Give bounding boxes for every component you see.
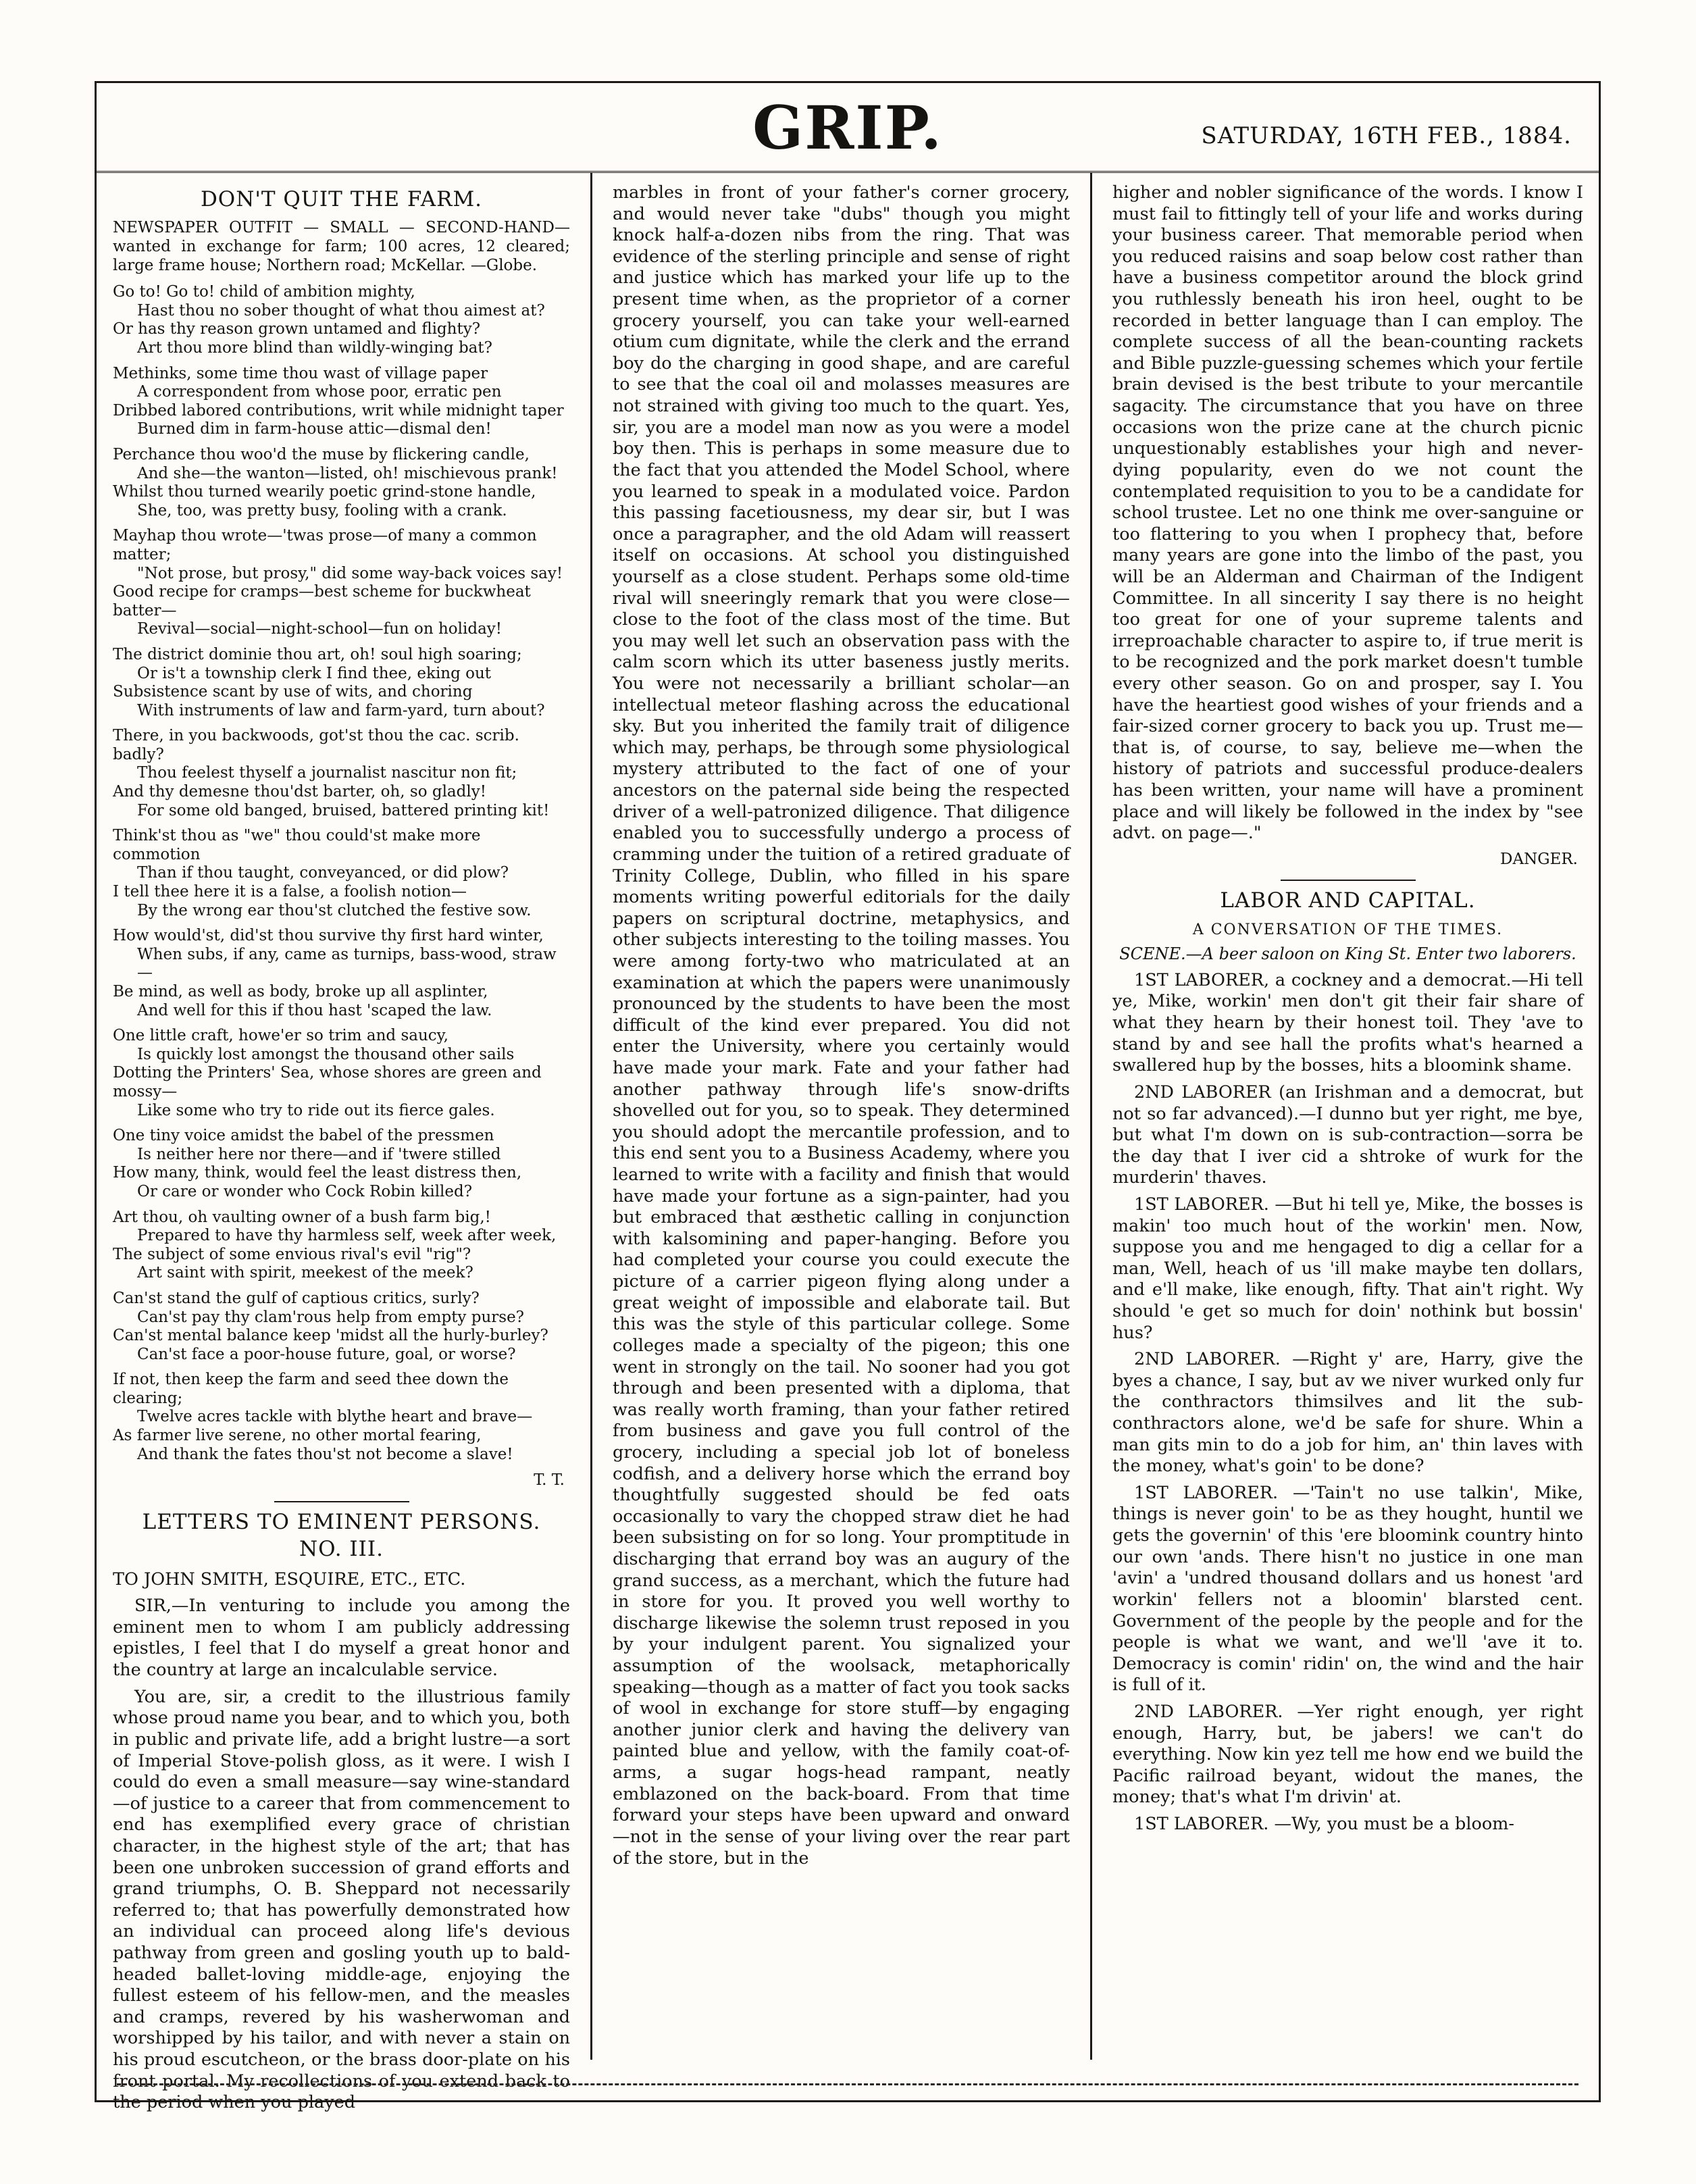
poem-stanza: [113, 727, 570, 820]
speech-text: —Right y' are, Harry, give the byes a chance, I say, but av we niver wurked only fur the conthractors thimsilves and lit the sub-conthractors alone, we'd be safe for shure. Whin a man gits min to do a job for him, an' thin laves with the money, what's goin' to be done?: [1112, 1349, 1583, 1477]
speech-text: —Wy, you must be a bloom-: [1268, 1814, 1515, 1835]
poem-line: Or is't a township clerk I find thee, eking out: [137, 664, 492, 682]
farm-poem: [113, 283, 570, 1464]
dialogue-line: [1112, 1483, 1583, 1696]
poem-stanza: [113, 1290, 570, 1364]
poem-line: Like some who try to ride out its fierce gales.: [137, 1101, 495, 1119]
poem-line: Mayhap thou wrote—'twas prose—of many a common matter;: [113, 527, 537, 563]
speaker-label: 1ST LABORER.: [1134, 1194, 1269, 1215]
labor-heading: LABOR AND CAPITAL.: [1220, 888, 1476, 913]
poem-line: As farmer live serene, no other mortal fearing,: [113, 1427, 482, 1445]
poem-line: If not, then keep the farm and seed thee down the clearing;: [113, 1371, 509, 1407]
poem-stanza: [113, 927, 570, 1020]
column-2: [596, 173, 1086, 2060]
poem-stanza: [113, 283, 570, 357]
poem-stanza: [113, 365, 570, 439]
poem-line: Can'st mental balance keep 'midst all the hurly-burley?: [113, 1327, 548, 1345]
paragraph: higher and nobler significance of the words. I know I must fail to fittingly tell of your life and works during your business career. That memorable period when you reduced raisins and soap below cost rather than have a business competitor around the block grind you ruthlessly beneath his iron heel, ought to be recorded in better language than I can employ. The complete success of all the bean-counting rackets and Bible puzzle-guessing schemes which your fertile brain devised is the best tribute to your mercantile sagacity. The circumstance that you have on three occasions won the prize cane at the church picnic unquestionably establishes your high and never-dying popularity, even do we not count the contemplated requisition to you to be a candidate for school trustee. Let no one think me over-sanguine or too flattering to you when I prophecy that, before many years are gone into the limbo of the past, you will be an Alderman and Chairman of the Indigent Committee. In all sincerity I say there is no height too great for one of your supreme talents and irreproachable character to aspire to, if true merit is to be recognized and the pork market doesn't tumble every other season. Go on and prosper, say I. You have the heartiest good wishes of your friends and a fair-sized corner grocery to back you up. Trust me—that is, of course, to say, believe me—when the history of patriots and successful produce-dealers has been written, your name will have a prominent place and will likely be followed in the index by "see advt. on page—.": [1112, 182, 1583, 844]
columns: [97, 173, 1599, 2113]
farm-epigraph: NEWSPAPER OUTFIT — SMALL — SECOND-HAND—wanted in exchange for farm; 100 acres, 12 cleared; large frame house; Northern road; McKellar. —Globe.: [113, 219, 570, 274]
poem-line: For some old banged, bruised, battered printing kit!: [137, 801, 550, 819]
poem-stanza: [113, 827, 570, 920]
poem-line: One tiny voice amidst the babel of the pressmen: [113, 1127, 494, 1145]
poem-line: And well for this if thou hast 'scaped the law.: [137, 1001, 492, 1019]
letters-heading: LETTERS TO EMINENT PERSONS.: [142, 1509, 541, 1534]
poem-line: The district dominie thou art, oh! soul high soaring;: [113, 645, 522, 663]
dialogue-line: [1112, 1194, 1583, 1344]
poem-line: The subject of some envious rival's evil "rig"?: [113, 1245, 471, 1263]
poem-line: Art thou more blind than wildly-winging bat?: [137, 339, 492, 357]
speech-text: —But hi tell ye, Mike, the bosses is makin' too much hout of the workin' men. Now, suppose you and me hengaged to dig a cellar for a man, Well, heach of us 'ill make maybe ten dollars, and e'll make, like enough, fifty. That ain't right. Wy should 'e get so much for doin' nothink but bossin' hus?: [1112, 1194, 1583, 1343]
poem-line: And she—the wanton—listed, oh! mischievous prank!: [137, 464, 558, 482]
dialogue-line: [1112, 1814, 1583, 1835]
poem-stanza: [113, 446, 570, 520]
poem-line: There, in you backwoods, got'st thou the cac. scrib. badly?: [113, 727, 519, 763]
letters-number: NO. III.: [299, 1537, 384, 1562]
section-divider: [274, 1501, 409, 1502]
poem-line: A correspondent from whose poor, erratic pen: [137, 383, 502, 401]
speech-text: —'Tain't no use talkin', Mike, things is never goin' to be as they hought, huntil we gets the governin' of this 'ere bloomink country hinto our own 'ands. There hisn't no justice in one man 'avin' a 'undred thousand dollars and us honest 'ard workin' fellers not a bloomin' blarsted cent. Government of the people by the people and for the people is what we want, and we'll 'ave it to. Democracy is comin' ridin' on, the wind and the hair is full of it.: [1112, 1482, 1583, 1696]
dialogue-line: [1112, 970, 1583, 1077]
poem-line: Or has thy reason grown untamed and flighty?: [113, 320, 481, 338]
poem-line: How would'st, did'st thou survive thy first hard winter,: [113, 927, 544, 945]
poem-line: Prepared to have thy harmless self, week after week,: [137, 1227, 557, 1245]
column-rule: [1090, 173, 1092, 2060]
poem-stanza: [113, 646, 570, 720]
poem-line: Subsistence scant by use of wits, and choring: [113, 683, 473, 701]
poem-line: Can'st stand the gulf of captious critics, surly?: [113, 1289, 480, 1307]
poem-line: Whilst thou turned wearily poetic grind-stone handle,: [113, 483, 536, 501]
poem-line: Is neither here nor there—and if 'twere stilled: [137, 1145, 501, 1163]
poem-line: Can'st pay thy clam'rous help from empty purse?: [137, 1308, 525, 1326]
poem-line: Hast thou no sober thought of what thou aimest at?: [137, 301, 545, 320]
poem-line: Art saint with spirit, meekest of the meek?: [137, 1264, 473, 1282]
poem-line: Go to! Go to! child of ambition mighty,: [113, 283, 415, 301]
poem-line: Good recipe for cramps—best scheme for buckwheat batter—: [113, 583, 531, 619]
letters-conclusion: [1112, 182, 1583, 844]
labor-dialogue: [1112, 970, 1583, 1835]
poem-line: Than if thou taught, conveyanced, or did plow?: [137, 864, 509, 882]
farm-heading: DON'T QUIT THE FARM.: [200, 187, 483, 211]
poem-line: How many, think, would feel the least distress then,: [113, 1164, 522, 1182]
speaker-label: 2ND LABORER.: [1134, 1349, 1281, 1370]
poem-stanza: [113, 1127, 570, 1201]
poem-line: Perchance thou woo'd the muse by flickering candle,: [113, 445, 530, 463]
poem-line: Or care or wonder who Cock Robin killed?: [137, 1182, 473, 1200]
letters-body: [113, 1596, 570, 2114]
column-3: [1096, 173, 1599, 2060]
dialogue-line: [1112, 1349, 1583, 1477]
poem-line: And thank the fates thou'st not become a slave!: [137, 1445, 513, 1463]
poem-line: By the wrong ear thou'st clutched the festive sow.: [137, 901, 532, 919]
poem-line: Methinks, some time thou wast of village paper: [113, 364, 488, 382]
letter-signature: DANGER.: [1500, 850, 1578, 868]
dialogue-line: [1112, 1702, 1583, 1808]
column-rule: [590, 173, 592, 2060]
speaker-label: 1ST LABORER.: [1134, 1482, 1279, 1503]
poem-line: Thou feelest thyself a journalist nascitur non fit;: [137, 764, 517, 782]
poem-line: Is quickly lost amongst the thousand other sails: [137, 1045, 515, 1063]
poem-line: Be mind, as well as body, broke up all asplinter,: [113, 983, 488, 1000]
dialogue-line: [1112, 1082, 1583, 1189]
poem-line: "Not prose, but prosy," did some way-back voices say!: [137, 564, 563, 582]
labor-subheading: A CONVERSATION OF THE TIMES.: [1192, 921, 1504, 938]
newspaper-page: [95, 81, 1601, 2113]
speaker-label: 1ST LABORER,: [1134, 969, 1270, 990]
poem-line: Burned dim in farm-house attic—dismal den!: [137, 420, 492, 438]
column-1: [97, 173, 586, 2113]
farm-signature: T. T.: [534, 1471, 565, 1490]
poem-line: I tell thee here it is a false, a foolish notion—: [113, 883, 467, 901]
poem-stanza: [113, 1371, 570, 1464]
page-bottom-rule: [117, 2083, 1578, 2085]
letters-salutation: TO JOHN SMITH, ESQUIRE, ETC., ETC.: [113, 1569, 466, 1590]
section-divider: [1281, 880, 1416, 881]
poem-line: Twelve acres tackle with blythe heart and brave—: [137, 1408, 533, 1426]
poem-line: Dribbed labored contributions, writ while midnight taper: [113, 401, 564, 420]
speaker-label: 2ND LABORER: [1134, 1082, 1271, 1102]
poem-stanza: [113, 1027, 570, 1120]
paragraph: marbles in front of your father's corner grocery, and would never take "dubs" though you might knock half-a-dozen nibs from the ring. That was evidence of the sterling principle and sense of right and justice which has marked your life up to the present time when, as the proprietor of a corner grocery yourself, you can take your well-earned otium cum dignitate, while the clerk and the errand boy do the charging in good shape, and are careful to see that the coal oil and molasses measures are not strained with giving too much to the quart. Yes, sir, you are a model man now as you were a model boy then. This is perhaps in some measure due to the fact that you attended the Model School, where you learned to speak in a modulated voice. Pardon this passing facetiousness, my dear sir, but I was once a paragrapher, and the old Adam will reassert itself on occasions. At school you distinguished yourself as a close student. Perhaps some old-time rival will sneeringly remark that you were close—close to the foot of the class most of the time. But you may well let such an observation pass with the calm scorn which its utter baseness justly merits. You were not necessarily a brilliant scholar—an intellectual meteor flashing across the educational sky. But you inherited the family trait of diligence which may, perhaps, be through some physiological mystery attributed to the fact of one of your ancestors on the paternal side being the respected driver of a well-patronized diligence. That diligence enabled you to successfully undergo a process of cramming under the tuition of a retired graduate of Trinity College, Dublin, who filled in his spare moments writing powerful editorials for the daily papers on scriptural doctrine, metaphysics, and other subjects interesting to the toiling masses. You were among forty-two who matriculated at an examination at which the papers were unanimously pronounced by the students to have been the most difficult of the kind ever prepared. You did not enter the University, where you certainly would have made your mark. Fate and your father had another pathway through life's snow-drifts shovelled out for you, so to speak. They determined you should adopt the mercantile profession, and to this end sent you to a Business Academy, where you learned to write with a facility and finish that would have made your fortune as a sign-painter, had you but embraced that æsthetic calling in conjunction with kalsomining and paper-hanging. Before you had completed your course you could execute the picture of a carrier pigeon flying along under a great weight of impossible and elaborate tail. But this was the style of this particular college. Some colleges made a specialty of the pigeon; this one went in strongly on the tail. No sooner had you got through and been presented with a diploma, that was really worth framing, than your father retired from business and gave you full control of the grocery, including a special job lot of boneless codfish, and a delivery horse which the errand boy thoughtfully suggested should be fed oats occasionally to vary the chopped straw diet he had been subsisting on for so long. Your promptitude in discharging that errand boy was an augury of the grand success, as a merchant, which the future had in store for you. It proved you well worthy to discharge likewise the solemn trust reposed in you by your indulgent parent. You signalized your assumption of the woolsack, metaphorically speaking—though as a matter of fact you took sacks of wool in exchange for store stuff—by engaging another junior clerk and having the delivery van painted blue and yellow, with the family coat-of-arms, a sugar hogs-head rampant, neatly emblazoned on the back-board. From that time forward your steps have been upward and onward—not in the sense of your living over the rear part of the store, but in the: [613, 182, 1070, 1869]
paragraph: You are, sir, a credit to the illustrious family whose proud name you bear, and to which you, both in public and private life, add a bright lustre—a sort of Imperial Stove-polish gloss, as it were. I wish I could do even a small measure—say wine-standard—of justice to a career that from commencement to end has exemplified every grace of christian character, in the highest style of the art; that has been one unbroken succession of grand efforts and grand triumphs, O. B. Sheppard not necessarily referred to; that has powerfully demonstrated how an individual can proceed along life's devious pathway from green and gosling youth up to bald-headed ballet-loving middle-age, enjoying the fullest esteem of his fellow-men, and the measles and cramps, revered by his washerwoman and worshipped by his tailor, and with never a stain on his proud escutcheon, or the brass door-plate on his front portal. My recollections of you extend back to the period when you played: [113, 1686, 570, 2113]
poem-line: When subs, if any, came as turnips, bass-wood, straw—: [137, 945, 557, 982]
speaker-label: 1ST LABORER.: [1134, 1814, 1269, 1835]
poem-line: Revival—social—night-school—fun on holiday!: [137, 620, 503, 638]
speaker-label: 2ND LABORER.: [1134, 1701, 1283, 1722]
poem-line: Can'st face a poor-house future, goal, or worse?: [137, 1345, 516, 1363]
poem-line: And thy demesne thou'dst barter, oh, so gladly!: [113, 783, 486, 801]
poem-stanza: [113, 527, 570, 639]
poem-line: With instruments of law and farm-yard, turn about?: [137, 701, 545, 719]
labor-scene: SCENE.—A beer saloon on King St. Enter two laborers.: [1119, 944, 1576, 964]
poem-line: One little craft, howe'er so trim and saucy,: [113, 1027, 448, 1045]
poem-stanza: [113, 1209, 570, 1283]
speech-text: a cockney and a democrat.—Hi tell ye, Mike, workin' men don't git their fair share of what they hearn by their honest toil. They 'ave to stand by and see hall the profits what's hearned a swallered hup by the bosses, hits a bloomink shame.: [1112, 969, 1583, 1076]
masthead-title: GRIP.: [752, 93, 943, 163]
paragraph: SIR,—In venturing to include you among the eminent men to whom I am publicly addressing epistles, I feel that I do myself a great honor and the country at large an incalculable service.: [113, 1596, 570, 1681]
letters-continued: [613, 182, 1070, 1869]
speech-text: (an Irishman and a democrat, but not so far advanced).—I dunno but yer right, me bye, but what I'm down on is sub-contraction—sorra be the day that I iver cid a shtroke of wurk for the murderin' thaves.: [1112, 1082, 1583, 1188]
poem-line: She, too, was pretty busy, fooling with a crank.: [137, 501, 507, 519]
issue-date: SATURDAY, 16TH FEB., 1884.: [1201, 122, 1572, 149]
poem-line: Dotting the Printers' Sea, whose shores are green and mossy—: [113, 1064, 542, 1100]
poem-line: Art thou, oh vaulting owner of a bush farm big,!: [113, 1208, 491, 1226]
masthead: [97, 83, 1599, 173]
speech-text: —Yer right enough, yer right enough, Harry, but, be jabers! we can't do everything. Now kin yez tell me how end we build the Pacific railroad beyant, widout the manes, the money; that's what I'm drivin' at.: [1112, 1701, 1583, 1808]
poem-line: Think'st thou as "we" thou could'st make more commotion: [113, 827, 481, 863]
